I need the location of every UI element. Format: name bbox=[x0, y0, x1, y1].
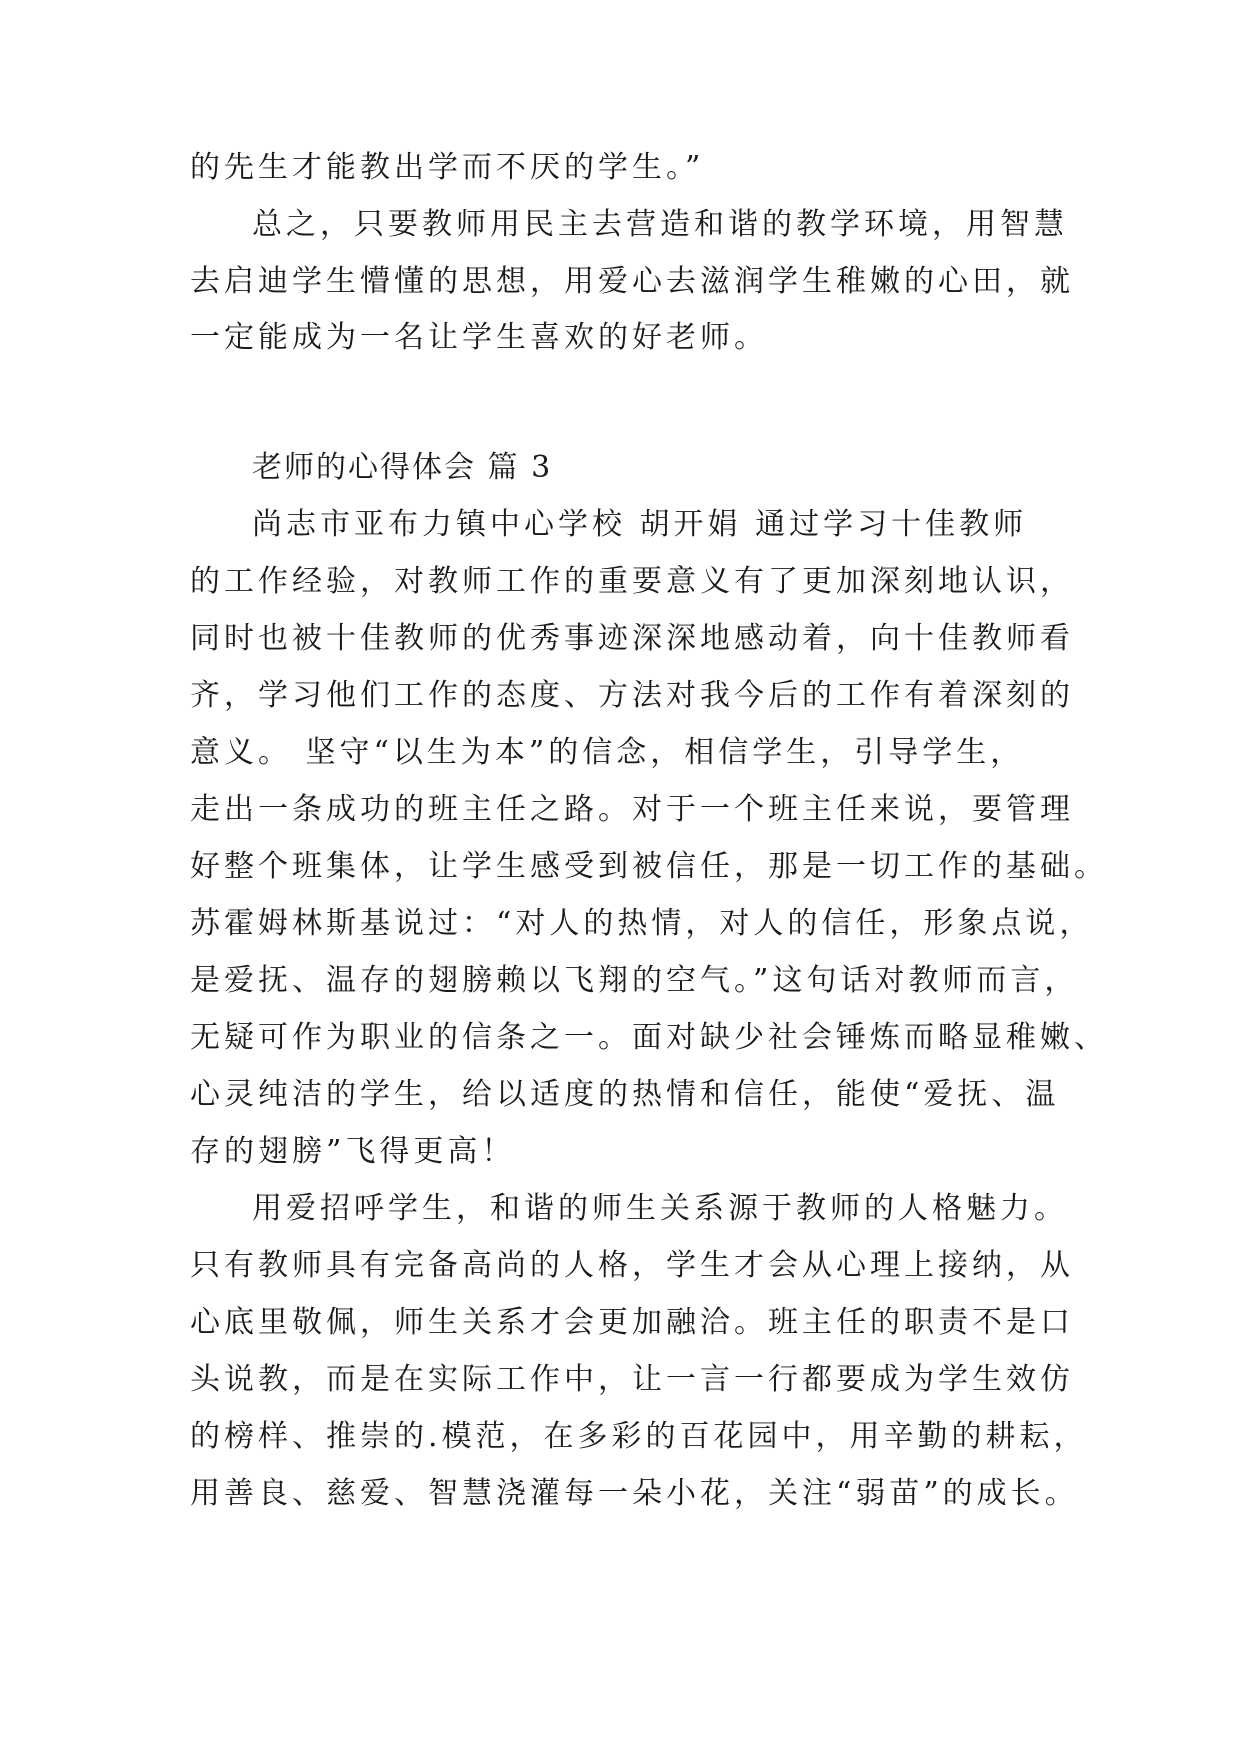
text-line: 用善良、慈爱、智慧浇灌每一朵小花，关注“弱苗”的成长。 bbox=[190, 1476, 1079, 1511]
text-line: 齐，学习他们工作的态度、方法对我今后的工作有着深刻的 bbox=[190, 678, 1074, 713]
paragraph-start-line: 用爱招呼学生，和谐的师生关系源于教师的人格魅力。 bbox=[252, 1191, 1068, 1226]
text-line: 存的翅膀”飞得更高！ bbox=[190, 1134, 516, 1169]
text-line: 意义。 坚守“以生为本”的信念，相信学生，引导学生， bbox=[190, 735, 1025, 770]
paragraph-start-line: 总之，只要教师用民主去营造和谐的教学环境，用智慧 bbox=[252, 207, 1068, 242]
text-line: 无疑可作为职业的信条之一。面对缺少社会锤炼而略显稚嫩、 bbox=[190, 1020, 1108, 1055]
text-line: 去启迪学生懵懂的思想，用爱心去滋润学生稚嫩的心田，就 bbox=[190, 264, 1074, 299]
text-line: 头说教，而是在实际工作中，让一言一行都要成为学生效仿 bbox=[190, 1362, 1074, 1397]
text-line: 的工作经验，对教师工作的重要意义有了更加深刻地认识， bbox=[190, 564, 1074, 599]
text-line: 的榜样、推崇的.模范，在多彩的百花园中，用辛勤的耕耘， bbox=[190, 1419, 1088, 1454]
text-line: 好整个班集体，让学生感受到被信任，那是一切工作的基础。 bbox=[190, 849, 1108, 884]
paragraph-start-line: 尚志市亚布力镇中心学校 胡开娟 通过学习十佳教师 bbox=[252, 507, 1028, 542]
text-line: 同时也被十佳教师的优秀事迹深深地感动着，向十佳教师看 bbox=[190, 621, 1074, 656]
text-line: 一定能成为一名让学生喜欢的好老师。 bbox=[190, 320, 768, 355]
text-line: 只有教师具有完备高尚的人格，学生才会从心理上接纳，从 bbox=[190, 1248, 1074, 1283]
text-line: 的先生才能教出学而不厌的学生。” bbox=[190, 150, 705, 185]
section-heading: 老师的心得体会 篇 3 bbox=[252, 450, 553, 485]
text-line: 心灵纯洁的学生，给以适度的热情和信任，能使“爱抚、温 bbox=[190, 1077, 1060, 1112]
text-line: 心底里敬佩，师生关系才会更加融洽。班主任的职责不是口 bbox=[190, 1305, 1074, 1340]
text-line: 是爱抚、温存的翅膀赖以飞翔的空气。”这句话对教师而言， bbox=[190, 963, 1079, 998]
text-line: 苏霍姆林斯基说过：“对人的热情，对人的信任，形象点说， bbox=[190, 906, 1094, 941]
text-line: 走出一条成功的班主任之路。对于一个班主任来说，要管理 bbox=[190, 792, 1074, 827]
